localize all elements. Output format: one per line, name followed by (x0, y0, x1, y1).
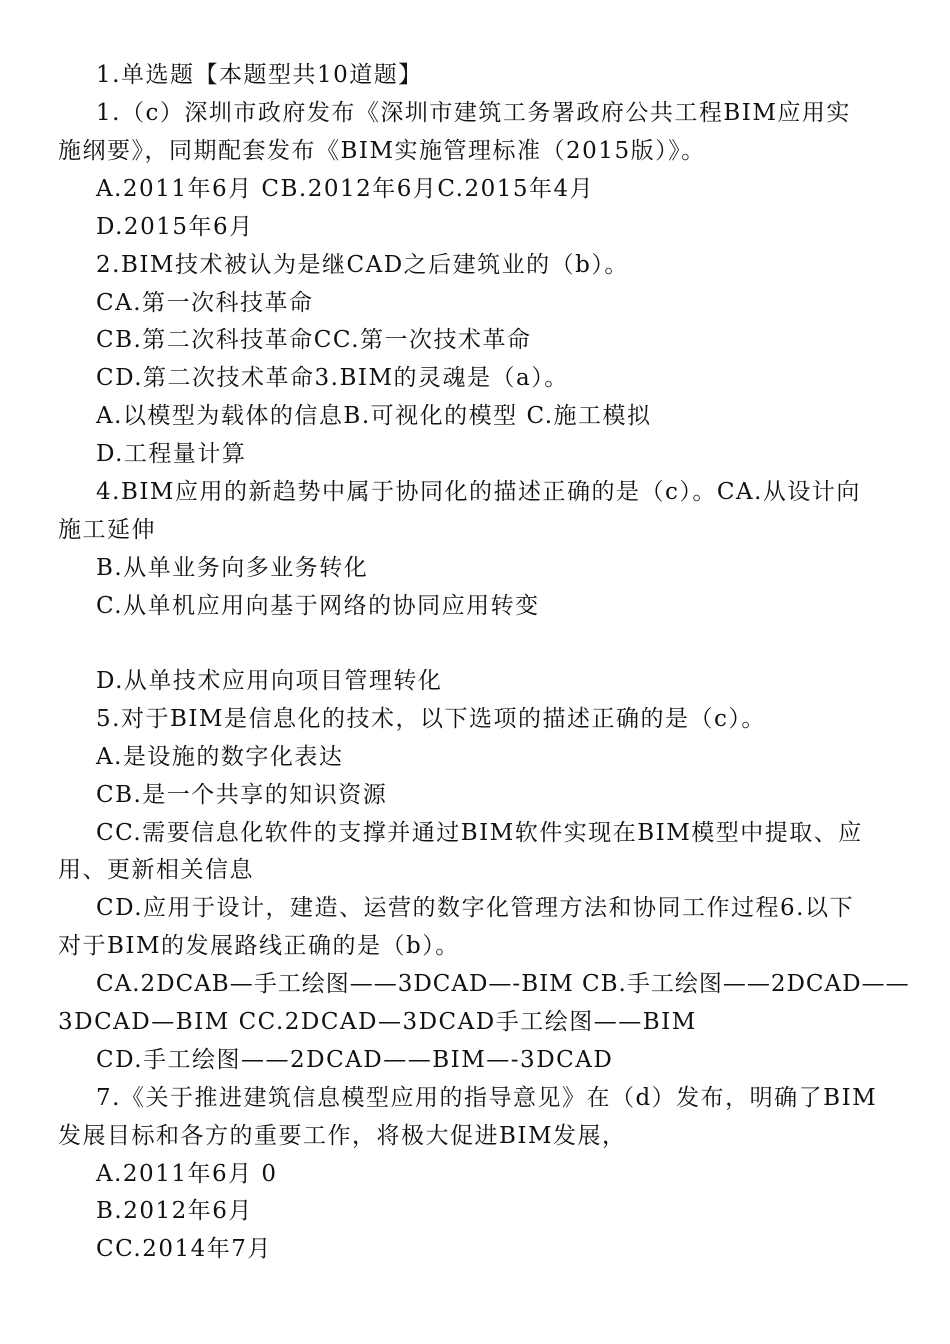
question-5-option-b: CB.是一个共享的知识资源 (96, 782, 388, 808)
question-6-options: CA.2DCAB—手工绘图——3DCAD—-BIM CB.手工绘图——2DCAD—— (96, 971, 910, 997)
question-4-text-cont: 施工延伸 (58, 517, 156, 543)
question-1-options: A.2011年6月 CB.2012年6月C.2015年4月 (96, 176, 595, 202)
question-4-option-d: D.从单技术应用向项目管理转化 (96, 668, 443, 694)
question-7-text-cont: 发展目标和各方的重要工作，将极大促进BIM发展， (58, 1123, 627, 1149)
question-2-text: 2.BIM技术被认为是继CAD之后建筑业的（b）。 (96, 252, 629, 278)
question-2-option-a: CA.第一次科技革命 (96, 290, 314, 316)
question-7-option-c: CC.2014年7月 (96, 1236, 272, 1262)
question-7-option-b: B.2012年6月 (96, 1198, 253, 1224)
question-5-option-d: CD.应用于设计，建造、运营的数字化管理方法和协同工作过程6.以下 (96, 895, 854, 921)
question-7-text: 7.《关于推进建筑信息模型应用的指导意见》在（d）发布，明确了BIM (96, 1085, 878, 1111)
question-4-text: 4.BIM应用的新趋势中属于协同化的描述正确的是（c）。CA.从设计向 (96, 479, 861, 505)
question-3-option-d: D.工程量计算 (96, 441, 247, 467)
question-4-option-c: C.从单机应用向基于网络的协同应用转变 (96, 593, 540, 619)
question-5-option-a: A.是设施的数字化表达 (96, 744, 344, 770)
question-4-option-b: B.从单业务向多业务转化 (96, 555, 369, 581)
question-5-option-c-cont: 用、更新相关信息 (58, 857, 254, 883)
question-1-text: 1.（c）深圳市政府发布《深圳市建筑工务署政府公共工程BIM应用实 (96, 100, 851, 126)
question-2-options: CB.第二次科技革命CC.第一次技术革命 (96, 327, 532, 353)
question-6-options-cont: 3DCAD—BIM CC.2DCAD—3DCAD手工绘图——BIM (58, 1009, 697, 1035)
question-6-text: 对于BIM的发展路线正确的是（b）。 (58, 933, 460, 959)
question-5-text: 5.对于BIM是信息化的技术，以下选项的描述正确的是（c）。 (96, 706, 766, 732)
question-5-option-c: CC.需要信息化软件的支撑并通过BIM软件实现在BIM模型中提取、应 (96, 820, 863, 846)
question-6-option-d: CD.手工绘图——2DCAD——BIM—-3DCAD (96, 1047, 614, 1073)
question-3-text: CD.第二次技术革命3.BIM的灵魂是（a）。 (96, 365, 569, 391)
question-1-text-cont: 施纲要》，同期配套发布《BIM实施管理标准（2015版）》。 (58, 138, 706, 164)
section-heading: 1.单选题【本题型共10道题】 (96, 62, 423, 88)
question-3-options: A.以模型为载体的信息B.可视化的模型 C.施工模拟 (96, 403, 652, 429)
question-1-option-d: D.2015年6月 (96, 214, 254, 240)
question-7-option-a: A.2011年6月 0 (96, 1161, 278, 1187)
